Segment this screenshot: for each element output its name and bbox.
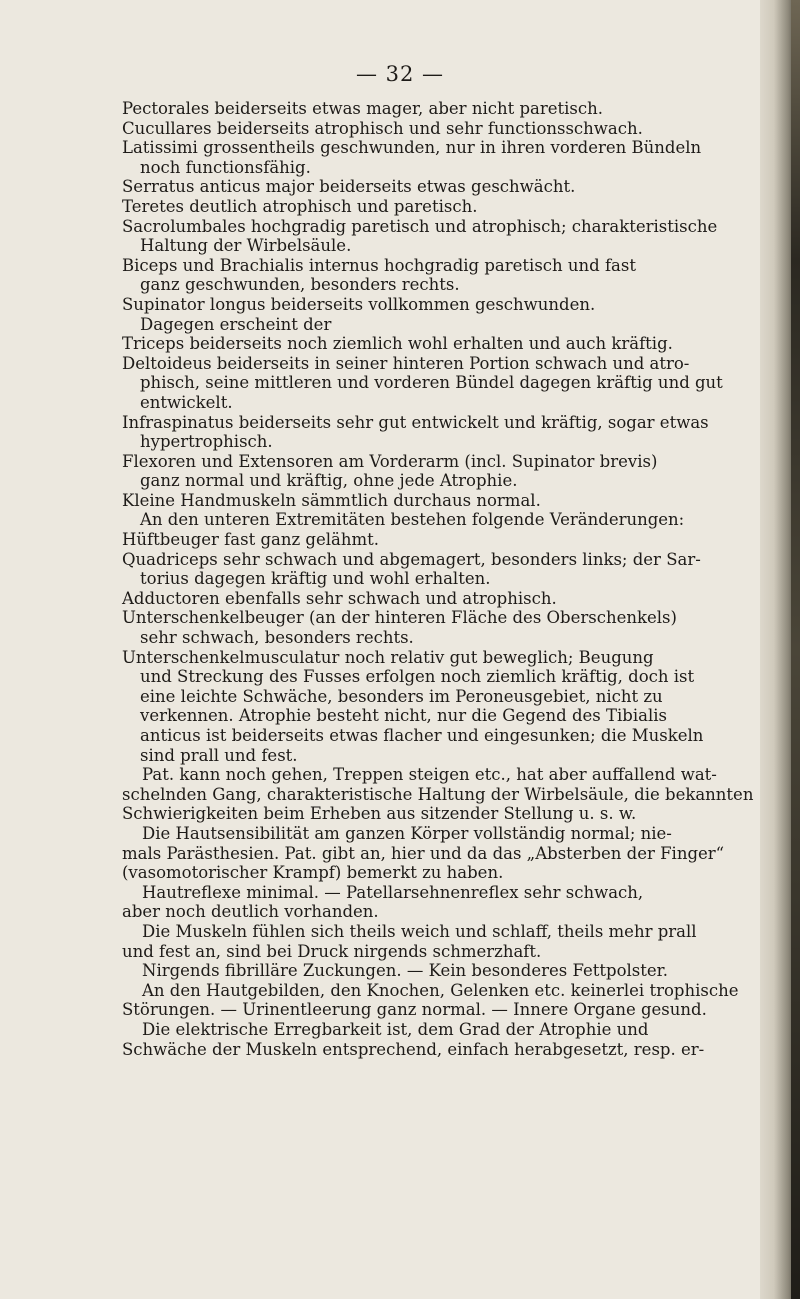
text-line: sehr schwach, besonders rechts. xyxy=(140,628,414,648)
text-line: Serratus anticus major beiderseits etwas geschwächt. xyxy=(122,177,576,197)
book-spine-edge xyxy=(791,0,800,1299)
text-line: verkennen. Atrophie besteht nicht, nur die Gegend des Tibialis xyxy=(140,706,667,726)
text-line: Hautreflexe minimal. — Patellarsehnenreflex sehr schwach, xyxy=(142,882,644,902)
text-line: Flexoren und Extensoren am Vorderarm (incl. Supinator brevis) xyxy=(122,451,658,471)
text-line: Dagegen erscheint der xyxy=(140,314,332,334)
text-line: An den Hautgebilden, den Knochen, Gelenken etc. keinerlei trophische xyxy=(142,980,739,1000)
text-line: Teretes deutlich atrophisch und paretisch. xyxy=(122,196,478,216)
text-line: Die Muskeln fühlen sich theils weich und schlaff, theils mehr prall xyxy=(142,921,697,941)
text-line: Die Hautsensibilität am ganzen Körper vollständig normal; nie- xyxy=(142,823,672,843)
text-line: eine leichte Schwäche, besonders im Peroneusgebiet, nicht zu xyxy=(140,686,663,706)
text-line: (vasomotorischer Krampf) bemerkt zu haben. xyxy=(122,863,504,883)
text-line: Pectorales beiderseits etwas mager, aber nicht paretisch. xyxy=(122,99,604,118)
text-line: hypertrophisch. xyxy=(140,432,273,452)
text-line: aber noch deutlich vorhanden. xyxy=(122,902,379,922)
page-number: — 32 — xyxy=(355,62,445,86)
text-line: Adductoren ebenfalls sehr schwach und atrophisch. xyxy=(122,588,557,608)
text-line: torius dagegen kräftig und wohl erhalten. xyxy=(140,569,491,589)
text-line: Hüftbeuger fast ganz gelähmt. xyxy=(122,530,380,550)
text-line: Sacrolumbales hochgradig paretisch und atrophisch; charakteristische xyxy=(122,216,718,236)
text-line: Triceps beiderseits noch ziemlich wohl erhalten und auch kräftig. xyxy=(122,334,673,354)
text-line: Deltoideus beiderseits in seiner hinteren Portion schwach und atro- xyxy=(122,353,690,373)
text-line: noch functionsfähig. xyxy=(140,157,311,177)
text-line: Schwierigkeiten beim Erheben aus sitzender Stellung u. s. w. xyxy=(122,804,637,824)
text-line: schelnden Gang, charakteristische Haltung der Wirbelsäule, die bekannten xyxy=(122,784,754,804)
text-line: Unterschenkelbeuger (an der hinteren Fläche des Oberschenkels) xyxy=(122,608,677,628)
text-line: entwickelt. xyxy=(140,392,233,412)
text-line: Die elektrische Erregbarkeit ist, dem Grad der Atrophie und xyxy=(142,1019,649,1039)
text-line: und fest an, sind bei Druck nirgends schmerzhaft. xyxy=(122,941,542,961)
text-line: Schwäche der Muskeln entsprechend, einfach herabgesetzt, resp. er- xyxy=(122,1039,705,1059)
text-line: Biceps und Brachialis internus hochgradig paretisch und fast xyxy=(122,255,636,275)
text-line: anticus ist beiderseits etwas flacher und eingesunken; die Muskeln xyxy=(140,726,704,745)
text-line: Störungen. — Urinentleerung ganz normal. — Innere Organe gesund. xyxy=(122,1000,707,1020)
text-line: sind prall und fest. xyxy=(140,745,298,765)
text-line: Pat. kann noch gehen, Treppen steigen etc., hat aber auffallend wat- xyxy=(142,765,717,785)
text-line: Haltung der Wirbelsäule. xyxy=(140,236,352,256)
text-line: mals Parästhesien. Pat. gibt an, hier und da das „Absterben der Finger“ xyxy=(122,843,725,863)
text-line: Infraspinatus beiderseits sehr gut entwickelt und kräftig, sogar etwas xyxy=(122,412,709,432)
text-line: phisch, seine mittleren und vorderen Bündel dagegen kräftig und gut xyxy=(140,373,723,393)
text-line: ganz geschwunden, besonders rechts. xyxy=(140,275,460,295)
body-text xyxy=(122,99,762,1059)
text-line: Unterschenkelmusculatur noch relativ gut beweglich; Beugung xyxy=(122,647,654,667)
text-line: An den unteren Extremitäten bestehen folgende Veränderungen: xyxy=(140,510,685,530)
text-line: Quadriceps sehr schwach und abgemagert, besonders links; der Sar- xyxy=(122,549,701,569)
text-line: und Streckung des Fusses erfolgen noch ziemlich kräftig, doch ist xyxy=(140,667,695,687)
text-line: Latissimi grossentheils geschwunden, nur in ihren vorderen Bündeln xyxy=(122,138,702,158)
text-line: Supinator longus beiderseits vollkommen geschwunden. xyxy=(122,294,596,314)
text-line: Cucullares beiderseits atrophisch und sehr functionsschwach. xyxy=(122,118,643,138)
text-line: ganz normal und kräftig, ohne jede Atrophie. xyxy=(140,471,518,491)
text-line: Kleine Handmuskeln sämmtlich durchaus normal. xyxy=(122,490,541,510)
text-line: Nirgends fibrilläre Zuckungen. — Kein besonderes Fettpolster. xyxy=(142,961,668,981)
